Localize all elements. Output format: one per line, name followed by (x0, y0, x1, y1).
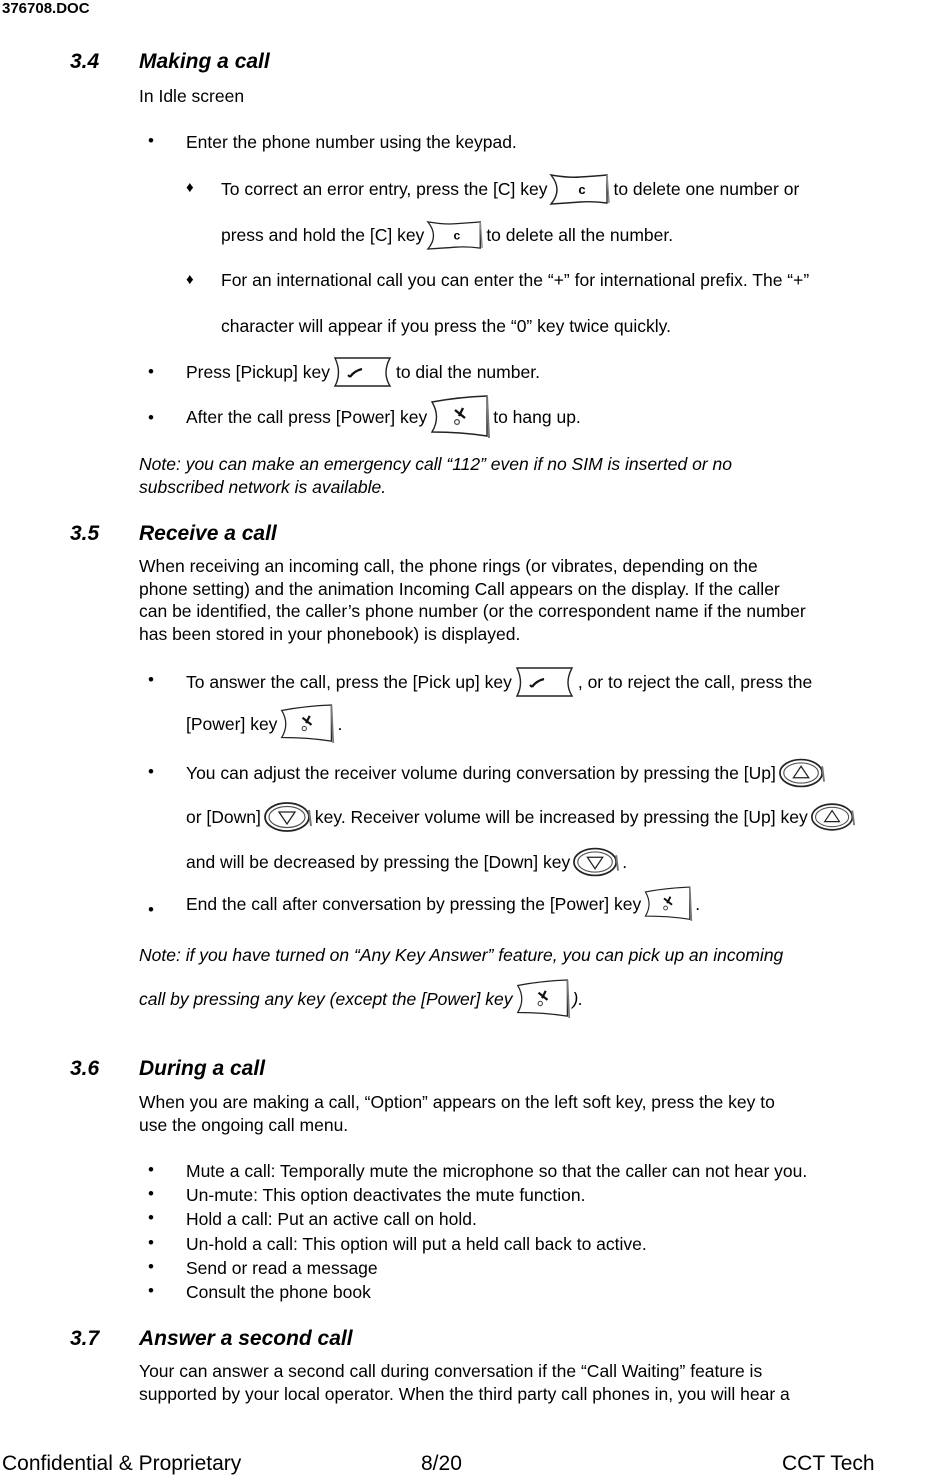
list-item-continuation (221, 218, 673, 252)
bullet-glyph: • (148, 1184, 154, 1203)
section-3-6-heading (0, 1057, 935, 1085)
up-key-icon (778, 756, 826, 790)
list-item (186, 394, 581, 440)
bullet-glyph: • (148, 670, 154, 689)
up-key-icon (810, 800, 856, 834)
list-item-text: [Power] key (186, 713, 278, 734)
bullet-glyph: • (148, 1233, 154, 1252)
pickup-key-icon (514, 660, 576, 704)
list-item-text: or [Down] (186, 806, 261, 827)
note (139, 976, 583, 1022)
list-item-text: . (622, 851, 628, 872)
list-item-text: . (337, 713, 343, 734)
footer-right: CCT Tech (782, 1452, 875, 1475)
list-item: Enter the phone number using the keypad. (186, 132, 517, 152)
paragraph: When receiving an incoming call, the phone rings (or vibrates, depending on the (139, 556, 758, 576)
down-key-icon (263, 800, 313, 834)
paragraph: Your can answer a second call during conversation if the “Call Waiting” feature is (139, 1361, 763, 1381)
list-item-text: , or to reject the call, press the (577, 671, 813, 692)
footer-page-number: 8/20 (421, 1452, 462, 1475)
list-item-text: press and hold the [C] key (221, 224, 425, 245)
list-item (186, 660, 812, 704)
footer-left: Confidential & Proprietary (2, 1452, 242, 1475)
diamond-glyph: ♦ (186, 271, 194, 288)
note: Note: if you have turned on “Any Key Answer” feature, you can pick up an incoming (139, 945, 784, 965)
note-text: ). (572, 988, 584, 1009)
bullet-glyph: • (148, 1208, 154, 1227)
section-3-5-heading (0, 522, 935, 550)
list-item-continuation: character will appear if you press the “0” key twice quickly. (221, 316, 671, 336)
power-key-icon (279, 702, 335, 746)
bullet-glyph: • (148, 762, 154, 781)
list-item-text: End the call after conversation by pressing the [Power] key (186, 893, 642, 914)
section-title: Receive a call (139, 522, 277, 545)
bullet-glyph: • (148, 131, 154, 150)
list-item: Un-mute: This option deactivates the mute function. (186, 1185, 586, 1205)
down-key-icon (572, 845, 620, 879)
section-number: 3.5 (70, 522, 100, 545)
note: subscribed network is available. (139, 477, 387, 497)
list-item-text: To answer the call, press the [Pick up] key (186, 671, 512, 692)
diamond-glyph: ♦ (186, 179, 194, 196)
section-title: Making a call (139, 50, 270, 73)
pickup-key-icon (332, 355, 394, 389)
list-item-text: . (695, 893, 701, 914)
list-item-continuation (186, 798, 858, 836)
list-item: Hold a call: Put an active call on hold. (186, 1209, 477, 1229)
list-item-text: and will be decreased by pressing the [Down] key (186, 851, 571, 872)
bullet-glyph: • (148, 900, 154, 919)
list-item (186, 355, 540, 389)
section-3-4-heading (0, 50, 935, 78)
list-item-text: to delete one number or (613, 178, 800, 199)
note: Note: you can make an emergency call “112” even if no SIM is inserted or no (139, 454, 733, 474)
bullet-glyph: • (148, 1257, 154, 1276)
list-item-text: Press [Pickup] key (186, 361, 330, 382)
list-item: For an international call you can enter the “+” for international prefix. The “+” (221, 270, 810, 290)
paragraph: phone setting) and the animation Incoming Call appears on the display. If the caller (139, 579, 780, 599)
paragraph: use the ongoing call menu. (139, 1115, 349, 1135)
c-key-icon (426, 218, 484, 252)
list-item: Un-hold a call: This option will put a held call back to active. (186, 1234, 647, 1254)
c-key-icon (549, 172, 611, 206)
paragraph: has been stored in your phonebook) is displayed. (139, 624, 521, 644)
power-key-icon (643, 881, 693, 927)
list-item (186, 754, 828, 792)
list-item: Consult the phone book (186, 1282, 371, 1302)
list-item-text: key. Receiver volume will be increased by pressing the [Up] key (314, 806, 808, 827)
list-item (221, 172, 799, 206)
section-title: Answer a second call (139, 1327, 353, 1350)
document-filename: 376708.DOC (2, 0, 90, 17)
list-item (186, 881, 700, 927)
list-item-text: To correct an error entry, press the [C] key (221, 178, 548, 199)
list-item: Mute a call: Temporally mute the microphone so that the caller can not hear you. (186, 1161, 808, 1181)
list-item-text: to hang up. (493, 406, 581, 427)
section-3-7-heading (0, 1327, 935, 1355)
paragraph: In Idle screen (139, 86, 245, 106)
power-key-icon (515, 976, 571, 1022)
list-item-continuation (186, 702, 342, 746)
paragraph: can be identified, the caller’s phone number (or the correspondent name if the number (139, 601, 806, 621)
list-item: Send or read a message (186, 1258, 378, 1278)
list-item-text: to delete all the number. (486, 224, 674, 245)
list-item-text: to dial the number. (395, 361, 540, 382)
list-item-text: After the call press [Power] key (186, 406, 428, 427)
paragraph: supported by your local operator. When the third party call phones in, you will hear a (139, 1384, 790, 1404)
section-number: 3.7 (70, 1327, 100, 1350)
section-title: During a call (139, 1057, 266, 1080)
list-item-continuation (186, 843, 627, 881)
note-text: call by pressing any key (except the [Power] key (139, 988, 513, 1009)
list-item-text: You can adjust the receiver volume during conversation by pressing the [Up] (186, 762, 776, 783)
bullet-glyph: • (148, 1281, 154, 1300)
section-number: 3.6 (70, 1057, 100, 1080)
paragraph: When you are making a call, “Option” appears on the left soft key, press the key to (139, 1092, 775, 1112)
section-number: 3.4 (70, 50, 100, 73)
power-key-icon (429, 394, 491, 440)
bullet-glyph: • (148, 408, 154, 427)
bullet-glyph: • (148, 362, 154, 381)
bullet-glyph: • (148, 1160, 154, 1179)
